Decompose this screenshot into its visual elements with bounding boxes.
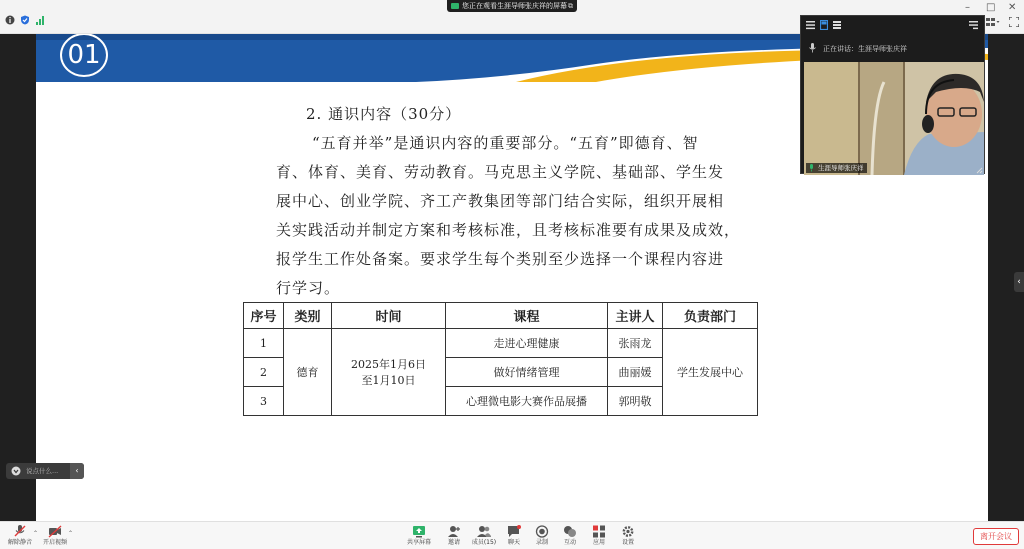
cell-speaker: 郭明敬 xyxy=(608,387,663,416)
side-panel-toggle-button[interactable]: ‹ xyxy=(1014,272,1024,292)
security-shield-icon[interactable] xyxy=(20,15,30,25)
grid-view-icon[interactable] xyxy=(986,17,1000,27)
panel-layout-icon[interactable] xyxy=(969,20,978,30)
record-icon xyxy=(535,525,549,538)
meeting-toolbar xyxy=(0,521,1024,549)
paragraph-line: 育、体育、美育、劳动教育。马克思主义学院、基础部、学生发 xyxy=(276,163,725,181)
cell-no: 3 xyxy=(244,387,284,416)
apps-label: 应用 xyxy=(592,539,605,546)
paragraph-line: 行学习。 xyxy=(276,279,341,297)
fullscreen-icon[interactable] xyxy=(1009,17,1019,27)
signal-icon[interactable] xyxy=(35,15,45,25)
video-panel-toolbar xyxy=(801,16,986,34)
unmute-label: 解除静音 xyxy=(7,539,32,546)
microphone-active-icon xyxy=(808,164,815,172)
video-options-chevron-icon[interactable]: ⌃ xyxy=(68,530,74,537)
info-icon[interactable] xyxy=(5,15,15,25)
settings-button[interactable] xyxy=(610,523,646,549)
speaker-view-icon[interactable] xyxy=(820,20,828,30)
speaking-indicator: 正在讲话：生涯导师张庆祥 xyxy=(823,45,907,53)
invite-person-icon xyxy=(447,525,461,538)
interact-label: 互动 xyxy=(563,539,576,546)
panel-menu-icon[interactable] xyxy=(806,20,815,30)
header-speaker: 主讲人 xyxy=(608,303,663,329)
microphone-muted-icon xyxy=(13,525,27,538)
floating-video-panel[interactable] xyxy=(800,15,985,174)
cell-course: 心理微电影大赛作品展播 xyxy=(446,387,608,416)
interact-icon xyxy=(563,525,577,538)
invite-label: 邀请 xyxy=(447,539,460,546)
screen-share-icon xyxy=(451,3,459,9)
header-no: 序号 xyxy=(244,303,284,329)
collapse-widget-button[interactable]: ‹ xyxy=(70,463,84,479)
course-table xyxy=(243,302,758,416)
resize-handle-icon[interactable] xyxy=(975,166,983,174)
members-label: 成员(15) xyxy=(471,539,497,546)
viewing-screen-banner[interactable] xyxy=(447,0,577,12)
cell-department: 学生发展中心 xyxy=(663,329,758,416)
chat-label: 聊天 xyxy=(507,539,520,546)
cell-speaker: 曲丽媛 xyxy=(608,358,663,387)
paragraph-line: 关实践活动并制定方案和考核标准，且考核标准要有成果及成效， xyxy=(276,221,741,239)
cell-category: 德育 xyxy=(284,329,332,416)
body-paragraph xyxy=(276,129,796,303)
comment-widget[interactable] xyxy=(6,463,84,479)
chat-icon xyxy=(507,525,521,538)
viewing-banner-text: 您正在观看生涯导师张庆祥的屏幕 xyxy=(462,2,567,10)
close-button[interactable]: ✕ xyxy=(1008,2,1017,13)
members-icon xyxy=(477,525,491,538)
settings-label: 设置 xyxy=(621,539,634,546)
audio-options-chevron-icon[interactable]: ⌃ xyxy=(33,530,39,537)
expand-icon[interactable]: ⧉ xyxy=(568,2,573,10)
chat-bubble-icon xyxy=(11,466,21,476)
share-screen-button[interactable] xyxy=(401,523,437,549)
participant-name: 生涯导师张庆祥 xyxy=(818,164,864,172)
cell-no: 1 xyxy=(244,329,284,358)
paragraph-line: 报学生工作处备案。要求学生每个类别至少选择一个课程内容进 xyxy=(276,250,725,268)
comment-placeholder: 说点什么... xyxy=(26,467,59,475)
participant-name-tag xyxy=(806,163,867,173)
time-line-2: 至1月10日 xyxy=(361,374,416,387)
left-margin xyxy=(0,34,36,521)
time-line-1: 2025年1月6日 xyxy=(351,358,426,371)
minimize-button[interactable]: – xyxy=(965,2,970,13)
gear-icon xyxy=(621,525,635,538)
maximize-button[interactable]: □ xyxy=(986,2,996,13)
share-screen-label: 共享屏幕 xyxy=(406,539,431,546)
cell-time xyxy=(332,329,446,416)
record-label: 录制 xyxy=(535,539,548,546)
cell-no: 2 xyxy=(244,358,284,387)
start-video-label: 开启视频 xyxy=(42,539,67,546)
list-view-icon[interactable] xyxy=(833,20,841,30)
section-heading: 2. 通识内容（30分） xyxy=(306,105,462,123)
video-feed-image xyxy=(804,62,984,175)
participant-video[interactable] xyxy=(804,62,984,175)
section-number-badge: 01 xyxy=(60,34,108,77)
header-course: 课程 xyxy=(446,303,608,329)
leave-meeting-button[interactable]: 离开会议 xyxy=(973,528,1019,545)
table-header-row xyxy=(244,303,758,329)
table-row xyxy=(244,329,758,358)
header-department: 负责部门 xyxy=(663,303,758,329)
cell-course: 做好情绪管理 xyxy=(446,358,608,387)
header-time: 时间 xyxy=(332,303,446,329)
paragraph-line: “五育并举”是通识内容的重要部分。“五育”即德育、智 xyxy=(312,134,699,152)
camera-off-icon xyxy=(48,525,62,538)
apps-grid-icon xyxy=(592,525,606,538)
paragraph-line: 展中心、创业学院、齐工产教集团等部门结合实际，组织开展相 xyxy=(276,192,725,210)
share-screen-icon xyxy=(412,525,426,538)
cell-speaker: 张雨龙 xyxy=(608,329,663,358)
cell-course: 走进心理健康 xyxy=(446,329,608,358)
header-category: 类别 xyxy=(284,303,332,329)
